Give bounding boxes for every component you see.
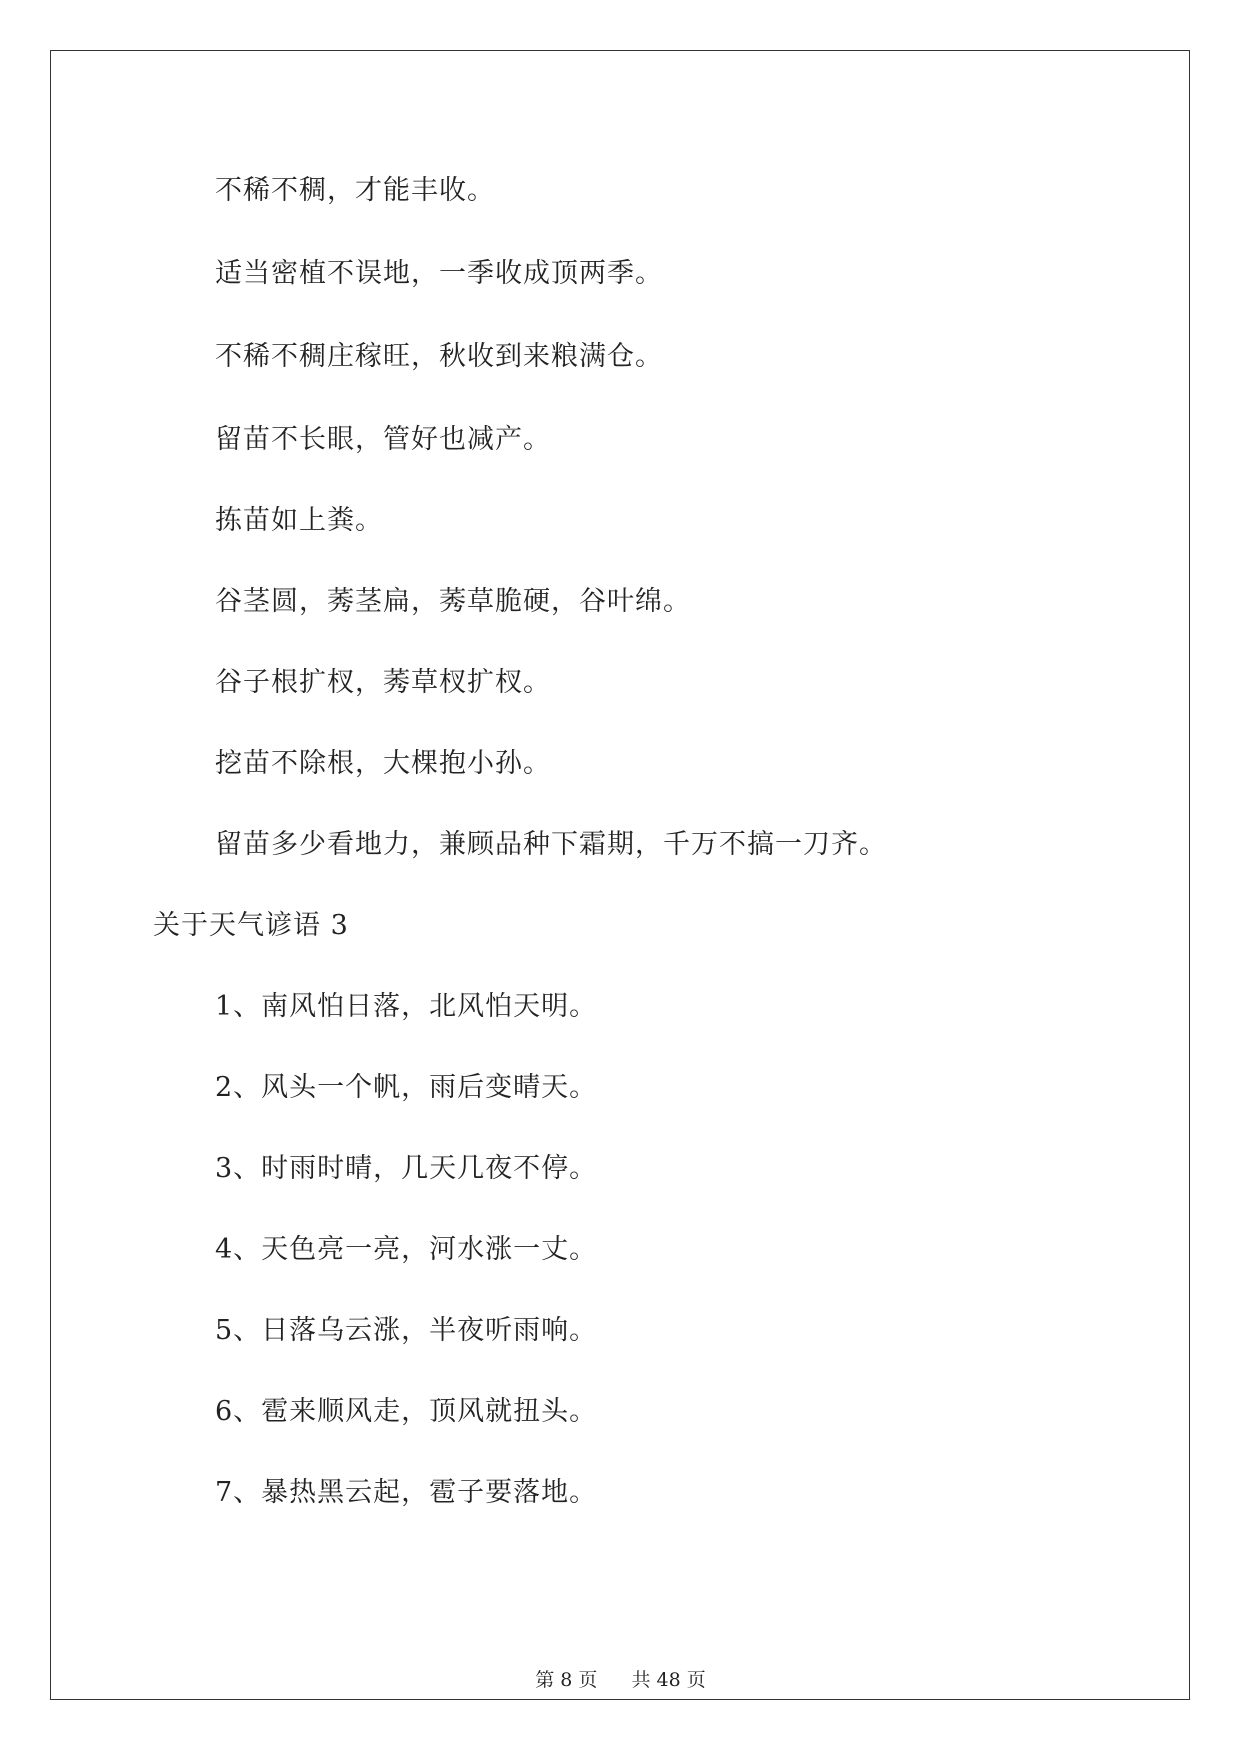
paragraph: 留苗多少看地力，兼顾品种下霜期，千万不搞一刀齐。 (215, 829, 887, 860)
page-footer (0, 1668, 1241, 1692)
paragraph: 谷子根扩杈，莠草杈扩杈。 (215, 667, 551, 698)
proverb-item: 7、暴热黑云起，雹子要落地。 (215, 1477, 598, 1508)
proverb-item: 6、雹来顺风走，顶风就扭头。 (215, 1396, 598, 1427)
paragraph: 不稀不稠，才能丰收。 (215, 175, 495, 206)
paragraph: 拣苗如上粪。 (215, 505, 383, 536)
proverb-item: 5、日落乌云涨，半夜听雨响。 (215, 1315, 598, 1346)
paragraph: 谷茎圆，莠茎扁，莠草脆硬，谷叶绵。 (215, 586, 691, 617)
proverb-item: 1、南风怕日落，北风怕天明。 (215, 991, 598, 1022)
total-page-count: 共 48 页 (631, 1669, 706, 1691)
paragraph: 不稀不稠庄稼旺，秋收到来粮满仓。 (215, 341, 663, 372)
section-heading: 关于天气谚语 3 (153, 910, 349, 941)
proverb-item: 2、风头一个帆，雨后变晴天。 (215, 1072, 598, 1103)
page-frame (50, 50, 1190, 1700)
current-page-number: 第 8 页 (535, 1669, 598, 1691)
proverb-item: 3、时雨时晴，几天几夜不停。 (215, 1153, 598, 1184)
paragraph: 挖苗不除根，大棵抱小孙。 (215, 748, 551, 779)
proverb-item: 4、天色亮一亮，河水涨一丈。 (215, 1234, 598, 1265)
paragraph: 留苗不长眼，管好也减产。 (215, 424, 551, 455)
paragraph: 适当密植不误地，一季收成顶两季。 (215, 258, 663, 289)
